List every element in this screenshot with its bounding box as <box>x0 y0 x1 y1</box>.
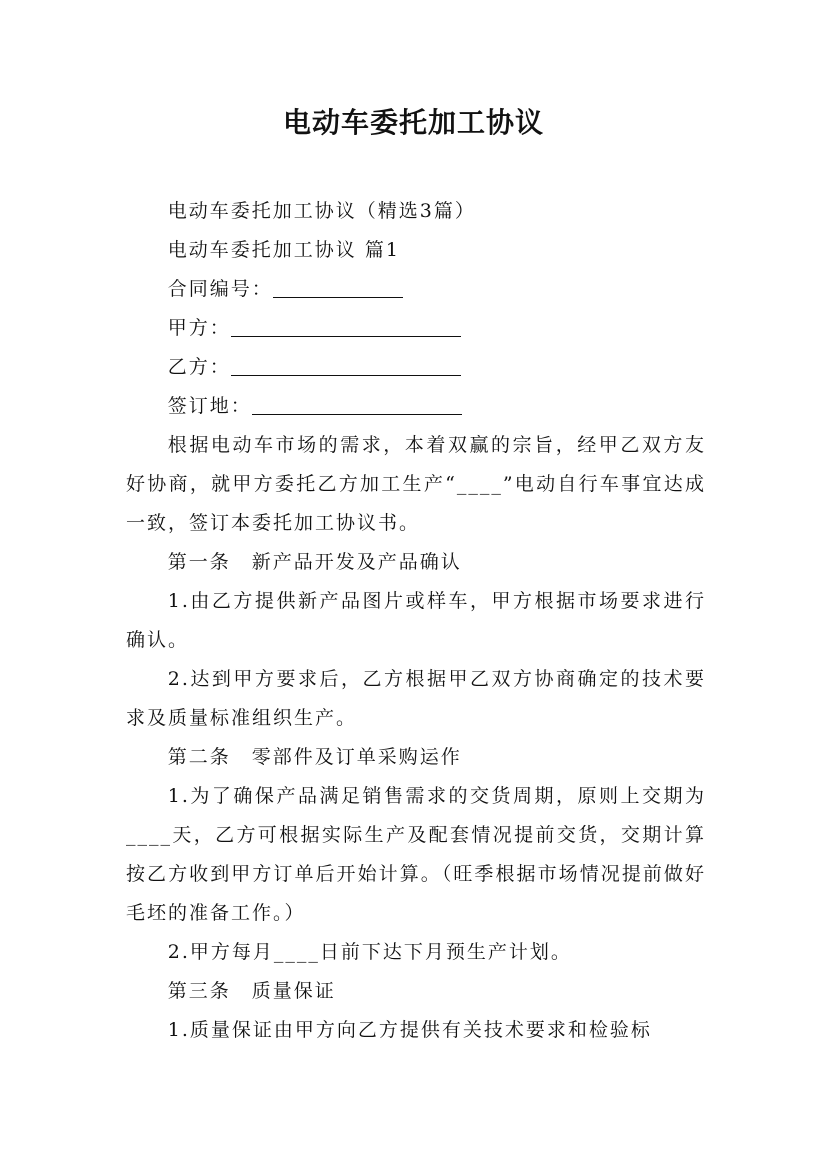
sign-place-line <box>126 387 706 426</box>
document-title: 电动车委托加工协议 <box>282 106 544 139</box>
article2-item1: 1.为了确保产品满足销售需求的交货周期，原则上交期为____天，乙方可根据实际生产及配套情况提前交货，交期计算按乙方收到甲方订单后开始计算。（旺季根据市场情况提前做好毛坯的准备工作。） <box>126 785 706 924</box>
document-subtitle: 电动车委托加工协议（精选3篇） <box>167 200 476 222</box>
party-b-blank <box>231 353 461 376</box>
article2-heading: 第二条 零部件及订单采购运作 <box>167 746 462 768</box>
party-a-blank <box>231 314 461 337</box>
party-a-label: 甲方： <box>167 317 231 339</box>
sign-place-blank <box>252 392 462 415</box>
document-body <box>126 192 706 1050</box>
contract-number-label: 合同编号： <box>167 278 273 300</box>
contract-number-blank <box>273 275 403 298</box>
article3-heading: 第三条 质量保证 <box>167 980 336 1002</box>
article1-item2: 2.达到甲方要求后，乙方根据甲乙双方协商确定的技术要求及质量标准组织生产。 <box>126 668 706 729</box>
party-a-line <box>126 309 706 348</box>
article1-item1: 1.由乙方提供新产品图片或样车，甲方根据市场要求进行确认。 <box>126 590 706 651</box>
article1-heading: 第一条 新产品开发及产品确认 <box>167 551 462 573</box>
party-b-line <box>126 348 706 387</box>
intro-paragraph: 根据电动车市场的需求，本着双赢的宗旨，经甲乙双方友好协商，就甲方委托乙方加工生产“____”电动自行车事宜达成一致，签订本委托加工协议书。 <box>126 434 706 534</box>
part-heading: 电动车委托加工协议 篇1 <box>167 239 400 261</box>
party-b-label: 乙方： <box>167 356 231 378</box>
article3-item1: 1.质量保证由甲方向乙方提供有关技术要求和检验标 <box>167 1019 652 1041</box>
article2-item2: 2.甲方每月____日前下达下月预生产计划。 <box>167 941 572 963</box>
sign-place-label: 签订地： <box>167 395 252 417</box>
contract-number-line <box>126 270 706 309</box>
